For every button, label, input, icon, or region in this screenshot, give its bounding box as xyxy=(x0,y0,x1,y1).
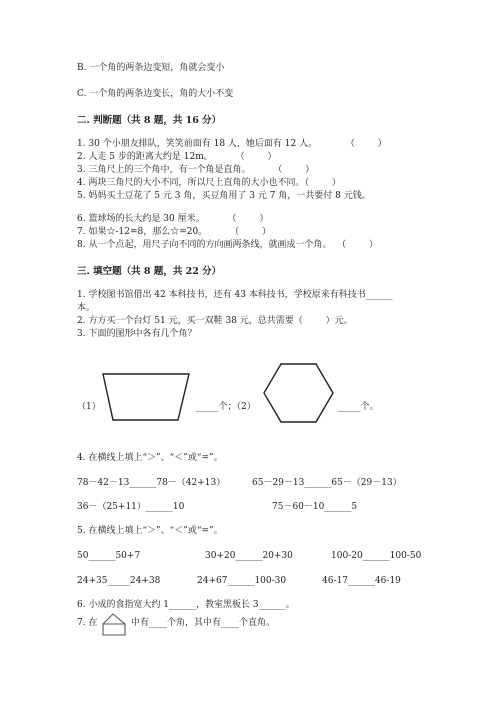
fill-q1-line1: 1. 学校图书馆借出 42 本科技书，还有 43 本科技书，学校原来有科技书______ xyxy=(77,290,393,300)
section-title-judgement: 二. 判断题（共 8 题，共 16 分） xyxy=(77,115,222,126)
q5-expr: 24+35_____24+38 xyxy=(77,576,161,586)
q4-expr: 36－（25+11）______10 xyxy=(77,502,185,512)
hexagon-shape xyxy=(264,364,333,422)
fill-q2: 2. 方方买一个台灯 51 元，买一双鞋 38 元，总共需要（ ）元。 xyxy=(77,316,353,326)
q4-expr: 65－29－13______65－（29－13） xyxy=(252,478,402,488)
judgement-item-2: 2. 人走 5 步的距离大约是 12m。 （ ） xyxy=(77,152,277,162)
judgement-item-8: 8. 从一个点起，用尺子向不同的方向画两条线，就画成一个角。 （ ） xyxy=(77,240,379,250)
q3-label-1: （1） xyxy=(77,402,101,412)
q3-blank-1: _____个；（2） xyxy=(196,402,256,412)
q3-blank-2: _____个。 xyxy=(338,402,379,412)
fill-q7-suffix: 中有____个角，其中有____个直角。 xyxy=(131,618,276,628)
q5-expr: 24+67______100-30 xyxy=(197,576,287,586)
q4-expr: 75－60－10______5 xyxy=(272,502,358,512)
judgement-item-5: 5. 妈妈买土豆花了 5 元 3 角，买豆角用了 3 元 7 角，一共要付 8 元钱。 xyxy=(77,191,371,201)
q5-expr: 30+20______20+30 xyxy=(205,551,293,561)
fill-q4: 4. 在横线上填上“＞”、“＜”或“=”。 xyxy=(77,453,223,463)
judgement-item-1: 1. 30 个小朋友排队，笑笑前面有 18 人，她后面有 12 人。 （ ） xyxy=(77,139,387,149)
choice-option-c: C. 一个角的两条边变长，角的大小不变 xyxy=(77,89,234,99)
judgement-item-7: 7. 如果☆-12=8，那么☆=20。 （ ） xyxy=(77,227,271,237)
judgement-item-6: 6. 篮球场的长大约是 30 厘米。 （ ） xyxy=(77,214,269,224)
section-title-fill-blank: 三. 填空题（共 8 题，共 22 分） xyxy=(77,266,222,277)
fill-q3: 3. 下面的图形中各有几个角？ xyxy=(77,329,197,339)
trapezoid-shape xyxy=(103,374,189,420)
fill-q5: 5. 在横线上填上“＞”、“＜”或“=”。 xyxy=(77,526,223,536)
fill-q1-line2: 本。 xyxy=(77,303,96,313)
house-shape-icon xyxy=(103,614,125,635)
fill-q6: 6. 小成的食指宽大约 1______，教室黑板长 3______。 xyxy=(77,600,295,610)
judgement-item-4: 4. 两块三角尺的大小不同，所以尺上直角的大小也不同。（ ） xyxy=(77,178,341,188)
fill-q7-prefix: 7. 在 xyxy=(77,618,98,628)
judgement-item-3: 3. 三角尺上的三个角中，有一个角是直角。 （ ） xyxy=(77,165,315,175)
q4-expr: 78－42－13______78－（42+13） xyxy=(77,478,226,488)
choice-option-b: B. 一个角的两条边变短，角就会变小 xyxy=(77,63,225,73)
q5-expr: 50______50+7 xyxy=(77,551,141,561)
q5-expr: 46-17______46-19 xyxy=(322,576,401,586)
q5-expr: 100-20______100-50 xyxy=(331,551,422,561)
